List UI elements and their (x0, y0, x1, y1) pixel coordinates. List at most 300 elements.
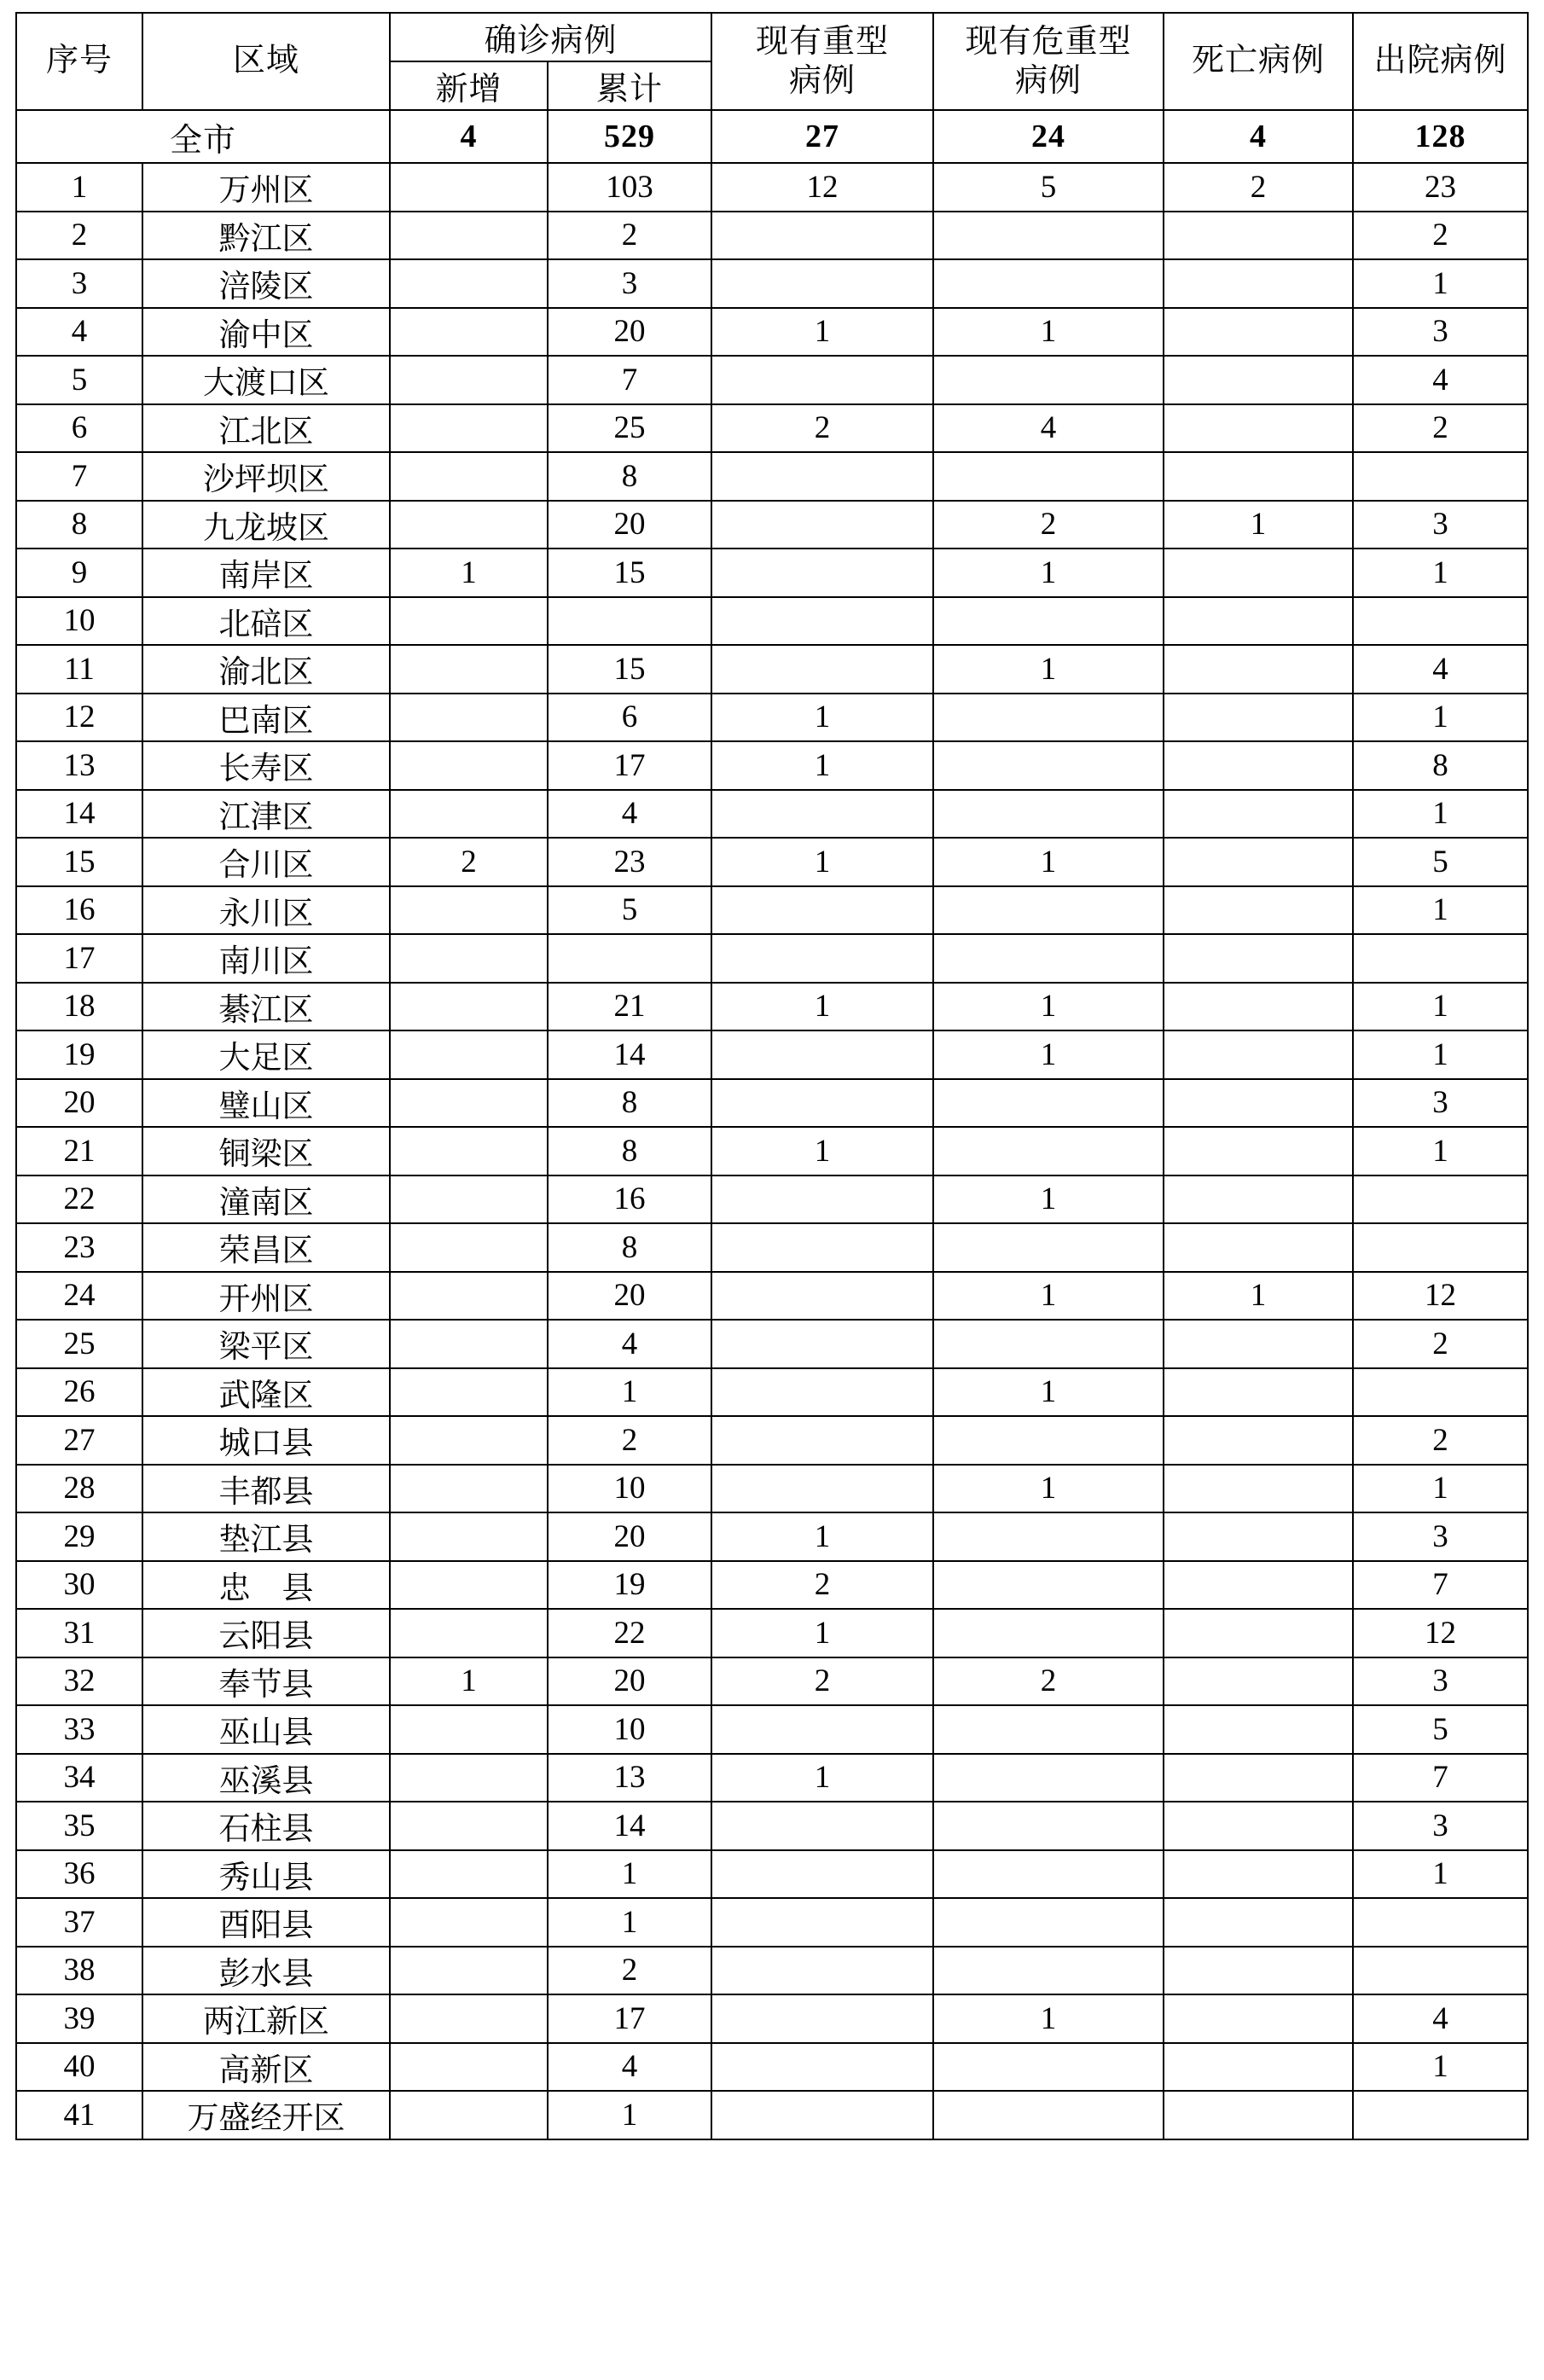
row-critical: 1 (933, 838, 1164, 886)
row-area-name: 铜梁区 (142, 1127, 390, 1175)
row-critical (933, 452, 1164, 501)
row-index: 7 (16, 452, 142, 501)
row-index: 27 (16, 1416, 142, 1465)
row-confirmed-new (390, 1272, 548, 1321)
row-discharged: 1 (1353, 694, 1528, 742)
row-death (1164, 790, 1353, 839)
row-confirmed-new (390, 1561, 548, 1610)
row-critical (933, 259, 1164, 308)
row-severe: 1 (711, 838, 933, 886)
column-header-index: 序号 (16, 13, 142, 110)
row-confirmed-total: 6 (548, 694, 711, 742)
row-area-name: 两江新区 (142, 1994, 390, 2043)
table-row (16, 1994, 1528, 2043)
row-discharged: 1 (1353, 2043, 1528, 2092)
column-header-area: 区域 (142, 13, 390, 110)
row-critical (933, 1754, 1164, 1802)
row-death (1164, 1465, 1353, 1513)
row-death (1164, 2043, 1353, 2092)
row-area-name: 武隆区 (142, 1368, 390, 1417)
row-critical: 1 (933, 1272, 1164, 1321)
row-area-name: 彭水县 (142, 1947, 390, 1995)
row-index: 24 (16, 1272, 142, 1321)
row-discharged: 4 (1353, 645, 1528, 694)
row-confirmed-total: 10 (548, 1465, 711, 1513)
column-header-severe (711, 13, 933, 110)
row-confirmed-total: 2 (548, 212, 711, 260)
row-critical (933, 1416, 1164, 1465)
row-index: 28 (16, 1465, 142, 1513)
row-index: 15 (16, 838, 142, 886)
row-index: 30 (16, 1561, 142, 1610)
row-area-name: 巫山县 (142, 1705, 390, 1754)
row-area-name: 万盛经开区 (142, 2091, 390, 2139)
row-index: 1 (16, 163, 142, 212)
row-death (1164, 1223, 1353, 1272)
row-discharged (1353, 934, 1528, 983)
row-critical (933, 1850, 1164, 1899)
row-critical: 4 (933, 404, 1164, 453)
row-index: 40 (16, 2043, 142, 2092)
row-death (1164, 694, 1353, 742)
row-area-name: 綦江区 (142, 983, 390, 1031)
table-row (16, 1320, 1528, 1368)
row-area-name: 南岸区 (142, 549, 390, 597)
row-critical (933, 1512, 1164, 1561)
total-row-total: 529 (548, 110, 711, 163)
row-confirmed-new (390, 2043, 548, 2092)
row-critical (933, 1223, 1164, 1272)
row-area-name: 开州区 (142, 1272, 390, 1321)
row-confirmed-new (390, 1030, 548, 1079)
column-header-severe-line1: 现有重型 (756, 23, 890, 60)
row-confirmed-new (390, 934, 548, 983)
row-area-name: 丰都县 (142, 1465, 390, 1513)
row-death (1164, 1079, 1353, 1128)
table-row (16, 1416, 1528, 1465)
table-row (16, 1368, 1528, 1417)
row-area-name: 长寿区 (142, 741, 390, 790)
table-row (16, 838, 1528, 886)
row-discharged: 1 (1353, 1850, 1528, 1899)
row-index: 11 (16, 645, 142, 694)
row-discharged: 7 (1353, 1754, 1528, 1802)
total-row-death: 4 (1164, 110, 1353, 163)
row-severe (711, 597, 933, 646)
row-area-name: 潼南区 (142, 1175, 390, 1224)
row-area-name: 梁平区 (142, 1320, 390, 1368)
row-severe (711, 1465, 933, 1513)
table-row (16, 741, 1528, 790)
table-row (16, 1127, 1528, 1175)
table-row (16, 1561, 1528, 1610)
row-area-name: 荣昌区 (142, 1223, 390, 1272)
total-row-new: 4 (390, 110, 548, 163)
row-death (1164, 1657, 1353, 1706)
row-confirmed-total: 10 (548, 1705, 711, 1754)
row-critical: 1 (933, 549, 1164, 597)
row-discharged: 12 (1353, 1609, 1528, 1657)
row-severe: 2 (711, 1657, 933, 1706)
row-death (1164, 1561, 1353, 1610)
row-confirmed-total: 20 (548, 1272, 711, 1321)
row-confirmed-new (390, 1705, 548, 1754)
row-severe (711, 2043, 933, 2092)
row-critical: 1 (933, 983, 1164, 1031)
row-severe (711, 1272, 933, 1321)
row-index: 36 (16, 1850, 142, 1899)
table-header (16, 13, 1528, 110)
total-row-critical: 24 (933, 110, 1164, 163)
row-confirmed-new (390, 1609, 548, 1657)
row-confirmed-new (390, 404, 548, 453)
row-area-name: 永川区 (142, 886, 390, 935)
row-severe (711, 212, 933, 260)
row-death (1164, 2091, 1353, 2139)
row-severe (711, 886, 933, 935)
table-row (16, 1512, 1528, 1561)
row-critical (933, 597, 1164, 646)
row-discharged: 8 (1353, 741, 1528, 790)
row-confirmed-total: 21 (548, 983, 711, 1031)
row-discharged: 1 (1353, 886, 1528, 935)
row-death (1164, 1850, 1353, 1899)
row-confirmed-new (390, 501, 548, 549)
row-discharged: 23 (1353, 163, 1528, 212)
row-severe (711, 934, 933, 983)
row-confirmed-total: 14 (548, 1030, 711, 1079)
row-discharged: 2 (1353, 1320, 1528, 1368)
row-index: 31 (16, 1609, 142, 1657)
table-row (16, 356, 1528, 404)
row-area-name: 黔江区 (142, 212, 390, 260)
row-death (1164, 549, 1353, 597)
row-confirmed-total: 14 (548, 1802, 711, 1850)
row-critical: 1 (933, 1030, 1164, 1079)
row-confirmed-total: 17 (548, 741, 711, 790)
row-index: 19 (16, 1030, 142, 1079)
row-death: 1 (1164, 501, 1353, 549)
row-critical (933, 741, 1164, 790)
row-discharged: 5 (1353, 1705, 1528, 1754)
row-index: 41 (16, 2091, 142, 2139)
row-confirmed-new (390, 308, 548, 357)
row-confirmed-total: 16 (548, 1175, 711, 1224)
table-row (16, 934, 1528, 983)
column-header-critical (933, 13, 1164, 110)
row-index: 4 (16, 308, 142, 357)
row-death (1164, 934, 1353, 983)
row-severe: 1 (711, 1609, 933, 1657)
row-confirmed-new (390, 1223, 548, 1272)
table-row (16, 1272, 1528, 1321)
row-confirmed-total: 8 (548, 1127, 711, 1175)
row-confirmed-total: 103 (548, 163, 711, 212)
row-discharged: 1 (1353, 983, 1528, 1031)
row-critical: 1 (933, 1994, 1164, 2043)
row-area-name: 忠 县 (142, 1561, 390, 1610)
row-critical (933, 1705, 1164, 1754)
row-area-name: 酉阳县 (142, 1898, 390, 1947)
row-discharged: 3 (1353, 308, 1528, 357)
row-discharged: 2 (1353, 212, 1528, 260)
row-critical (933, 1079, 1164, 1128)
total-row-severe: 27 (711, 110, 933, 163)
row-confirmed-new (390, 1802, 548, 1850)
row-severe: 2 (711, 404, 933, 453)
column-header-critical-line2: 病例 (1015, 63, 1083, 99)
row-confirmed-new (390, 597, 548, 646)
row-discharged: 1 (1353, 259, 1528, 308)
row-critical: 2 (933, 1657, 1164, 1706)
table-row (16, 1175, 1528, 1224)
row-confirmed-new (390, 1850, 548, 1899)
row-severe: 1 (711, 983, 933, 1031)
row-confirmed-new (390, 2091, 548, 2139)
row-death (1164, 1175, 1353, 1224)
table-row (16, 1754, 1528, 1802)
row-severe (711, 2091, 933, 2139)
row-discharged: 5 (1353, 838, 1528, 886)
row-critical (933, 1898, 1164, 1947)
column-header-confirmed-new: 新增 (390, 61, 548, 110)
row-critical (933, 2043, 1164, 2092)
row-critical (933, 886, 1164, 935)
row-confirmed-new (390, 1320, 548, 1368)
row-critical: 1 (933, 1368, 1164, 1417)
table-row (16, 790, 1528, 839)
table-row (16, 1898, 1528, 1947)
column-header-confirmed-total: 累计 (548, 61, 711, 110)
row-severe: 1 (711, 741, 933, 790)
row-critical (933, 790, 1164, 839)
row-discharged (1353, 597, 1528, 646)
row-death (1164, 1320, 1353, 1368)
row-discharged: 2 (1353, 404, 1528, 453)
row-critical (933, 694, 1164, 742)
row-discharged: 3 (1353, 501, 1528, 549)
table-row (16, 1609, 1528, 1657)
row-critical (933, 1802, 1164, 1850)
row-death (1164, 1368, 1353, 1417)
row-confirmed-total: 8 (548, 1079, 711, 1128)
row-severe (711, 1175, 933, 1224)
row-confirmed-new (390, 645, 548, 694)
row-confirmed-total: 1 (548, 2091, 711, 2139)
row-critical (933, 1127, 1164, 1175)
row-discharged (1353, 1223, 1528, 1272)
table-row (16, 1850, 1528, 1899)
row-critical (933, 1609, 1164, 1657)
epidemic-statistics-table (15, 12, 1529, 2140)
row-severe (711, 1030, 933, 1079)
row-confirmed-total: 8 (548, 1223, 711, 1272)
row-severe: 1 (711, 694, 933, 742)
row-discharged: 1 (1353, 1030, 1528, 1079)
row-confirmed-total (548, 597, 711, 646)
row-confirmed-new (390, 1368, 548, 1417)
row-death (1164, 1416, 1353, 1465)
row-confirmed-total: 20 (548, 1657, 711, 1706)
row-confirmed-new (390, 741, 548, 790)
row-confirmed-total: 3 (548, 259, 711, 308)
row-critical: 5 (933, 163, 1164, 212)
row-severe: 1 (711, 1127, 933, 1175)
row-severe (711, 259, 933, 308)
table-row (16, 549, 1528, 597)
row-confirmed-new (390, 983, 548, 1031)
row-death (1164, 886, 1353, 935)
row-confirmed-total: 20 (548, 1512, 711, 1561)
table-row (16, 983, 1528, 1031)
row-index: 26 (16, 1368, 142, 1417)
row-confirmed-new (390, 452, 548, 501)
row-severe (711, 1079, 933, 1128)
row-discharged (1353, 1368, 1528, 1417)
row-area-name: 奉节县 (142, 1657, 390, 1706)
row-confirmed-new: 2 (390, 838, 548, 886)
row-index: 37 (16, 1898, 142, 1947)
row-area-name: 巴南区 (142, 694, 390, 742)
row-index: 22 (16, 1175, 142, 1224)
row-area-name: 璧山区 (142, 1079, 390, 1128)
row-death (1164, 983, 1353, 1031)
table-row (16, 2043, 1528, 2092)
row-discharged: 12 (1353, 1272, 1528, 1321)
row-death (1164, 597, 1353, 646)
column-header-critical-line1: 现有危重型 (965, 23, 1132, 60)
row-confirmed-total: 15 (548, 549, 711, 597)
row-confirmed-new (390, 1175, 548, 1224)
row-discharged: 1 (1353, 549, 1528, 597)
row-index: 35 (16, 1802, 142, 1850)
row-confirmed-new: 1 (390, 1657, 548, 1706)
row-death (1164, 308, 1353, 357)
row-discharged: 4 (1353, 356, 1528, 404)
row-confirmed-new (390, 1754, 548, 1802)
row-death (1164, 1127, 1353, 1175)
row-area-name: 石柱县 (142, 1802, 390, 1850)
row-discharged: 3 (1353, 1079, 1528, 1128)
row-index: 21 (16, 1127, 142, 1175)
row-confirmed-total: 2 (548, 1416, 711, 1465)
row-area-name: 垫江县 (142, 1512, 390, 1561)
row-severe (711, 1368, 933, 1417)
column-header-severe-line2: 病例 (789, 63, 856, 99)
row-critical (933, 2091, 1164, 2139)
row-area-name: 江北区 (142, 404, 390, 453)
row-confirmed-new (390, 1947, 548, 1995)
row-discharged: 3 (1353, 1802, 1528, 1850)
row-critical (933, 356, 1164, 404)
row-index: 16 (16, 886, 142, 935)
table-row (16, 886, 1528, 935)
row-discharged: 1 (1353, 1127, 1528, 1175)
column-header-death: 死亡病例 (1164, 13, 1353, 110)
row-confirmed-total (548, 934, 711, 983)
table-row (16, 597, 1528, 646)
row-confirmed-total: 4 (548, 1320, 711, 1368)
row-death (1164, 1898, 1353, 1947)
row-severe: 2 (711, 1561, 933, 1610)
row-critical (933, 212, 1164, 260)
table-row (16, 1030, 1528, 1079)
column-header-confirmed-group: 确诊病例 (390, 13, 711, 61)
table-row (16, 452, 1528, 501)
row-confirmed-new (390, 163, 548, 212)
row-confirmed-total: 5 (548, 886, 711, 935)
row-severe (711, 356, 933, 404)
row-severe: 1 (711, 1512, 933, 1561)
row-discharged: 4 (1353, 1994, 1528, 2043)
row-confirmed-total: 4 (548, 2043, 711, 2092)
row-confirmed-new (390, 694, 548, 742)
table-row (16, 1079, 1528, 1128)
row-severe (711, 1994, 933, 2043)
column-header-discharged: 出院病例 (1353, 13, 1528, 110)
row-confirmed-total: 1 (548, 1850, 711, 1899)
table-row (16, 259, 1528, 308)
row-confirmed-new (390, 356, 548, 404)
row-death (1164, 259, 1353, 308)
row-index: 8 (16, 501, 142, 549)
row-index: 38 (16, 1947, 142, 1995)
row-area-name: 江津区 (142, 790, 390, 839)
row-confirmed-total: 8 (548, 452, 711, 501)
row-discharged: 3 (1353, 1657, 1528, 1706)
row-death (1164, 356, 1353, 404)
row-death (1164, 212, 1353, 260)
row-confirmed-total: 1 (548, 1898, 711, 1947)
table-row (16, 1657, 1528, 1706)
row-confirmed-new (390, 790, 548, 839)
row-index: 14 (16, 790, 142, 839)
row-confirmed-new (390, 1465, 548, 1513)
row-death: 2 (1164, 163, 1353, 212)
row-severe (711, 645, 933, 694)
row-discharged (1353, 1898, 1528, 1947)
row-discharged (1353, 2091, 1528, 2139)
row-discharged: 1 (1353, 790, 1528, 839)
row-area-name: 高新区 (142, 2043, 390, 2092)
row-confirmed-total: 19 (548, 1561, 711, 1610)
row-area-name: 大渡口区 (142, 356, 390, 404)
row-severe (711, 790, 933, 839)
total-row-label: 全市 (16, 110, 390, 163)
row-index: 3 (16, 259, 142, 308)
row-area-name: 合川区 (142, 838, 390, 886)
row-death (1164, 1947, 1353, 1995)
header-row-1 (16, 13, 1528, 61)
row-index: 39 (16, 1994, 142, 2043)
table-row (16, 212, 1528, 260)
row-index: 10 (16, 597, 142, 646)
row-index: 29 (16, 1512, 142, 1561)
row-severe (711, 1416, 933, 1465)
row-confirmed-total: 20 (548, 308, 711, 357)
row-confirmed-new (390, 1079, 548, 1128)
table-row (16, 1802, 1528, 1850)
row-discharged: 7 (1353, 1561, 1528, 1610)
row-confirmed-new (390, 886, 548, 935)
row-discharged: 3 (1353, 1512, 1528, 1561)
table-row (16, 1223, 1528, 1272)
row-death (1164, 741, 1353, 790)
row-confirmed-total: 7 (548, 356, 711, 404)
table-row (16, 501, 1528, 549)
row-index: 20 (16, 1079, 142, 1128)
row-area-name: 沙坪坝区 (142, 452, 390, 501)
